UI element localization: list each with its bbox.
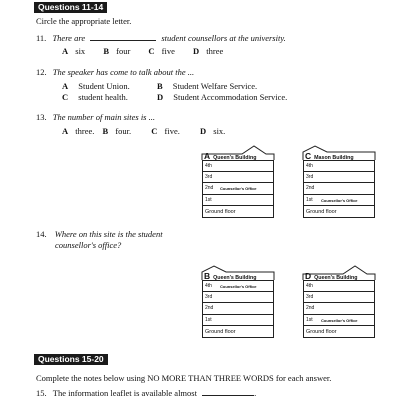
building-letter: B <box>204 271 211 281</box>
question-13 <box>36 112 155 122</box>
question-stem-pre: There are <box>52 33 86 43</box>
floor-4th: 4th <box>303 160 375 172</box>
option-text: three <box>206 46 224 56</box>
question-stem: The speaker has come to talk about the ... <box>52 67 195 77</box>
option-text: five. <box>164 126 180 136</box>
option-letter[interactable]: C <box>148 46 155 56</box>
instruction-complete-notes: Complete the notes below using NO MORE THAN THREE WORDS for each answer. <box>36 373 332 383</box>
option-text: three. <box>75 126 95 136</box>
floor-3rd: 3rd <box>202 172 274 184</box>
question-stem-line1: Where on this site is the student <box>54 229 163 239</box>
floor-2nd: 2nd <box>303 303 375 315</box>
question-14 <box>36 229 163 239</box>
option-text: six. <box>213 126 226 136</box>
floor-ground: Ground floor <box>202 326 274 338</box>
counsellors-office-label: Counsellor's Office <box>321 197 358 203</box>
option-letter[interactable]: C <box>151 126 158 136</box>
building-letter: D <box>305 271 312 281</box>
building-letter: A <box>204 151 211 161</box>
floor-4th: 4th Counsellor's Office <box>202 280 274 292</box>
floor-2nd: 2nd <box>303 183 375 195</box>
q12-option-d <box>157 92 287 102</box>
floor-list <box>202 160 274 218</box>
answer-blank[interactable] <box>202 388 257 398</box>
option-letter[interactable]: C <box>62 92 69 102</box>
floor-1st: 1st <box>202 195 274 207</box>
answer-blank[interactable] <box>90 33 156 41</box>
floor-ground: Ground floor <box>303 206 375 218</box>
q12-option-a <box>62 81 130 91</box>
option-text: Student Accommodation Service. <box>173 92 288 102</box>
floor-4th: 4th <box>202 160 274 172</box>
q12-option-c <box>62 92 128 102</box>
question-stem-line2: counsellor's office? <box>55 240 122 250</box>
floor-list <box>303 160 375 218</box>
question-number: 15. <box>36 388 47 398</box>
question-number: 12. <box>36 67 47 77</box>
option-text: six <box>75 46 86 56</box>
floor-list <box>303 280 375 338</box>
floor-3rd: 3rd <box>202 292 274 304</box>
option-letter[interactable]: A <box>62 81 69 91</box>
period: . <box>254 388 257 398</box>
floor-4th: 4th <box>303 280 375 292</box>
building-name: Queen's Building <box>213 155 257 161</box>
building-name: Queen's Building <box>213 275 257 281</box>
option-letter[interactable]: B <box>102 126 109 136</box>
question-number: 14. <box>36 229 47 239</box>
floor-1st: 1st Counsellor's Office <box>303 315 375 327</box>
floor-ground: Ground floor <box>202 206 274 218</box>
option-letter[interactable]: D <box>193 46 200 56</box>
option-letter[interactable]: A <box>62 126 69 136</box>
building-letter: C <box>305 151 312 161</box>
question-stem: The number of main sites is ... <box>52 112 155 122</box>
option-letter[interactable]: B <box>157 81 163 91</box>
option-letter[interactable]: D <box>157 92 164 102</box>
question-stem-post: student counsellors at the university. <box>161 33 286 43</box>
option-letter[interactable]: B <box>103 46 109 56</box>
question-12 <box>36 67 194 77</box>
section-header-11-14: Questions 11-14 <box>34 2 107 13</box>
option-text: Student Union. <box>78 81 130 91</box>
q11-options <box>62 46 223 56</box>
building-option-d[interactable] <box>303 266 375 342</box>
counsellors-office-label: Counsellor's Office <box>220 186 257 191</box>
question-number: 13. <box>36 112 47 122</box>
floor-2nd: 2nd Counsellor's Office <box>202 183 274 195</box>
question-number: 11. <box>36 33 47 43</box>
option-text: five <box>161 46 175 56</box>
floor-2nd: 2nd <box>202 303 274 315</box>
question-text: The information leaflet is available almost <box>52 388 197 398</box>
q13-options <box>62 126 225 136</box>
floor-3rd: 3rd <box>303 172 375 184</box>
building-option-c[interactable] <box>303 146 375 222</box>
question-15 <box>36 388 256 398</box>
option-text: four <box>116 46 131 56</box>
floor-1st: 1st <box>202 315 274 327</box>
counsellors-office-label: Counsellor's Office <box>321 317 358 323</box>
counsellors-office-label: Counsellor's Office <box>220 284 257 289</box>
floor-3rd: 3rd <box>303 292 375 304</box>
building-name: Queen's Building <box>314 275 358 281</box>
question-11 <box>36 33 286 43</box>
instruction-circle: Circle the appropriate letter. <box>36 16 132 26</box>
section-header-15-20: Questions 15-20 <box>34 354 108 365</box>
option-text: four. <box>115 126 132 136</box>
floor-list <box>202 280 274 338</box>
floor-ground: Ground floor <box>303 326 375 338</box>
option-letter[interactable]: A <box>62 46 69 56</box>
option-text: student health. <box>78 92 128 102</box>
option-letter[interactable]: D <box>200 126 207 136</box>
floor-1st: 1st Counsellor's Office <box>303 195 375 207</box>
building-name: Mason Building <box>314 155 354 161</box>
building-option-b[interactable] <box>202 266 274 342</box>
option-text: Student Welfare Service. <box>172 81 258 91</box>
q12-option-b <box>157 81 257 91</box>
building-option-a[interactable] <box>202 146 274 222</box>
